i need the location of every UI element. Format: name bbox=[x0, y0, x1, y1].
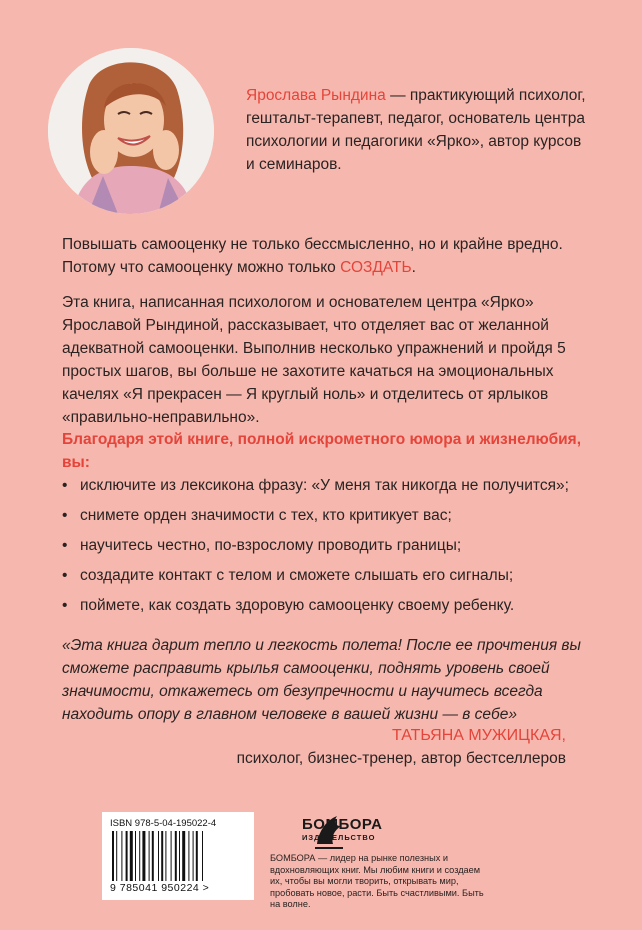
list-item: • создадите контакт с телом и сможете слышать его сигналы; bbox=[62, 564, 602, 587]
publisher-name: БОМБОРА bbox=[302, 816, 383, 833]
author-name: Ярослава Рындина bbox=[246, 87, 386, 104]
list-item: • снимете орден значимости с тех, кто критикует вас; bbox=[62, 504, 602, 527]
list-item: • исключите из лексикона фразу: «У меня так никогда не получится»; bbox=[62, 474, 602, 497]
isbn-text: ISBN 978-5-04-195022-4 bbox=[110, 818, 217, 829]
list-item: • научитесь честно, по-взрослому проводить границы; bbox=[62, 534, 602, 557]
barcode-bars bbox=[110, 831, 246, 881]
publisher-description: БОМБОРА — лидер на рынке полезных и вдохновляющих книг. Мы любим книги и создаем их, чтобы вы могли творить, открывать мир, пробовать новое, расти. Быть счастливыми. Быть на волне. bbox=[270, 853, 484, 909]
quote-author-role: психолог, бизнес-тренер, автор бестселлеров bbox=[236, 750, 566, 767]
author-portrait bbox=[48, 48, 214, 214]
quote-author: ТАТЬЯНА МУЖИЦКАЯ, bbox=[391, 727, 566, 744]
lead-text: Повышать самооценку не только бессмысленно, но и крайне вредно. Потому что самооценку можно только bbox=[62, 236, 563, 276]
author-photo-illustration bbox=[48, 48, 214, 214]
barcode-number: 9 785041 950224 > bbox=[110, 882, 210, 894]
benefits-list bbox=[62, 474, 602, 624]
book-description: Эта книга, написанная психологом и основателем центра «Ярко» Ярославой Рындиной, рассказывает, что отделяет вас от желанной адекватной самооценки. Выполнив несколько упражнений и пройдя 5 простых шагов, вы больше не захотите качаться на эмоциональных качелях «Я прекрасен — Я круглый ноль» и отделитесь от ярлыков «правильно-неправильно». bbox=[62, 294, 566, 426]
list-item: • поймете, как создать здоровую самооценку своему ребенку. bbox=[62, 594, 602, 617]
author-bio-text: — практикующий психолог, гештальт-терапевт, педагог, основатель центра психологии и педагогики «Ярко», автор курсов и семинаров. bbox=[246, 87, 586, 173]
benefits-title: Благодаря этой книге, полной искрометного юмора и жизнелюбия, вы: bbox=[62, 431, 582, 471]
lead-accent-word: СОЗДАТЬ bbox=[340, 259, 412, 276]
lead-end: . bbox=[411, 259, 416, 276]
lead-paragraph bbox=[62, 233, 582, 279]
testimonial-quote: «Эта книга дарит тепло и легкость полета! После ее прочтения вы сможете расправить крылья самооценки, поднять уровень своей значимости, откажетесь от безупречности и научитесь всегда находить опору в главном человеке в вашей жизни — в себе» bbox=[62, 637, 581, 723]
publisher-subtitle: ИЗДАТЕЛЬСТВО bbox=[302, 833, 376, 842]
barcode-box bbox=[102, 812, 254, 900]
author-bio bbox=[246, 84, 586, 176]
